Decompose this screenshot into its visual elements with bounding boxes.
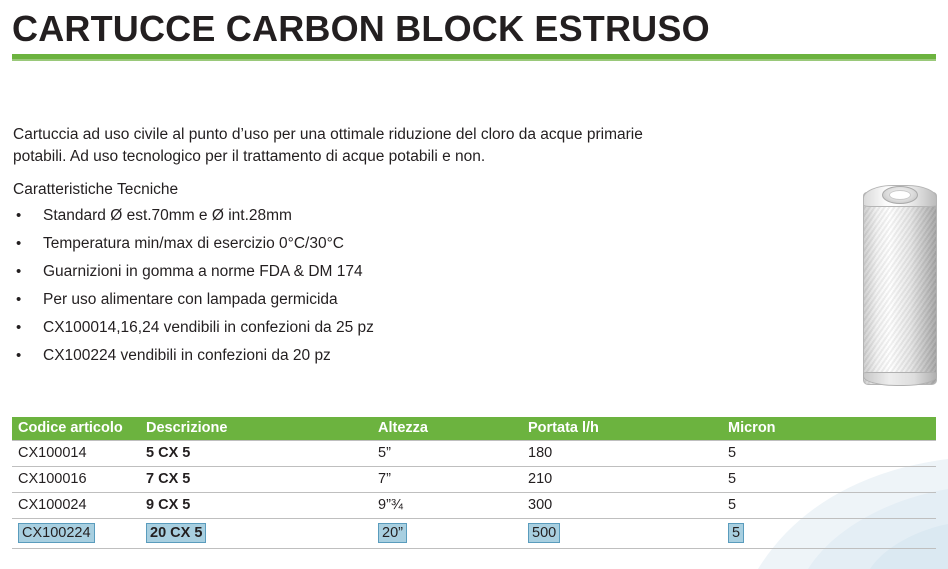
page-title: CARTUCCE CARBON BLOCK ESTRUSO [12,8,710,49]
column-header-micron: Micron [722,417,936,441]
bullet-icon: • [16,319,22,336]
cell-code-text: CX100014 [18,445,87,461]
bullet-icon: • [16,347,22,364]
cell-description-text: 7 CX 5 [146,471,191,487]
intro-paragraph: Cartuccia ad uso civile al punto d’uso per una ottimale riduzione del cloro da acque primarie potabili. Ad uso tecnologico per il trattamento di acque potabili e non. [13,126,643,165]
cell-flow-text: 500 [528,523,560,543]
cell-micron-text: 5 [728,445,737,461]
table-row [12,441,936,467]
cell-description-text: 5 CX 5 [146,445,191,461]
cell-code-text: CX100016 [18,471,87,487]
cell-code-text: CX100224 [18,523,95,543]
cell-flow [522,519,722,549]
cell-height [372,467,522,493]
list-item-label: Standard Ø est.70mm e Ø int.28mm [43,207,292,224]
cell-flow [522,493,722,519]
list-item [13,290,713,318]
cell-height [372,441,522,467]
cell-flow-text: 180 [528,445,553,461]
bullet-icon: • [16,291,22,308]
column-header-description: Descrizione [140,417,372,441]
list-item [13,262,713,290]
cell-height-text: 5” [378,445,391,461]
cell-flow [522,467,722,493]
column-header-flow: Portata l/h [522,417,722,441]
specifications-table [12,417,936,549]
table-row [12,493,936,519]
cell-code-text: CX100024 [18,497,87,513]
table-row [12,467,936,493]
cartridge-center-hole-inner [889,190,911,200]
list-item [13,318,713,346]
cell-code [12,493,140,519]
cell-description [140,493,372,519]
cell-description-text: 9 CX 5 [146,497,191,513]
cell-flow-text: 210 [528,471,553,487]
cartridge-body [863,192,937,385]
cell-code [12,441,140,467]
table-header-row [12,417,936,441]
list-item-label: Temperatura min/max di esercizio 0°C/30°C [43,235,344,252]
bullet-icon: • [16,263,22,280]
cell-height-text: 7” [378,471,391,487]
cell-height [372,519,522,549]
cell-flow [522,441,722,467]
cell-micron-text: 5 [728,471,737,487]
column-header-code: Codice articolo [12,417,140,441]
column-header-height: Altezza [372,417,522,441]
list-item-label: CX100224 vendibili in confezioni da 20 pz [43,347,331,364]
cell-code [12,519,140,549]
product-image-carbon-block-cartridge [858,172,942,385]
cell-micron [722,519,936,549]
cell-micron [722,441,936,467]
cell-micron-text: 5 [728,523,744,543]
table-row-selected [12,519,936,549]
cell-micron-text: 5 [728,497,737,513]
list-item-label: Per uso alimentare con lampada germicida [43,291,338,308]
cell-code [12,467,140,493]
cell-description-text: 20 CX 5 [146,523,206,543]
cell-height [372,493,522,519]
title-divider-secondary [12,59,936,61]
section-subheading: Caratteristiche Tecniche [13,181,179,198]
features-list [13,206,713,374]
cell-height-text: 9”¾ [378,497,403,513]
list-item-label: Guarnizioni in gomma a norme FDA & DM 174 [43,263,363,280]
cell-description [140,519,372,549]
list-item [13,206,713,234]
bullet-icon: • [16,207,22,224]
cell-description [140,441,372,467]
list-item [13,346,713,374]
list-item [13,234,713,262]
cell-flow-text: 300 [528,497,553,513]
cell-description [140,467,372,493]
cell-height-text: 20” [378,523,407,543]
cell-micron [722,467,936,493]
list-item-label: CX100014,16,24 vendibili in confezioni da 25 pz [43,319,374,336]
bullet-icon: • [16,235,22,252]
cell-micron [722,493,936,519]
